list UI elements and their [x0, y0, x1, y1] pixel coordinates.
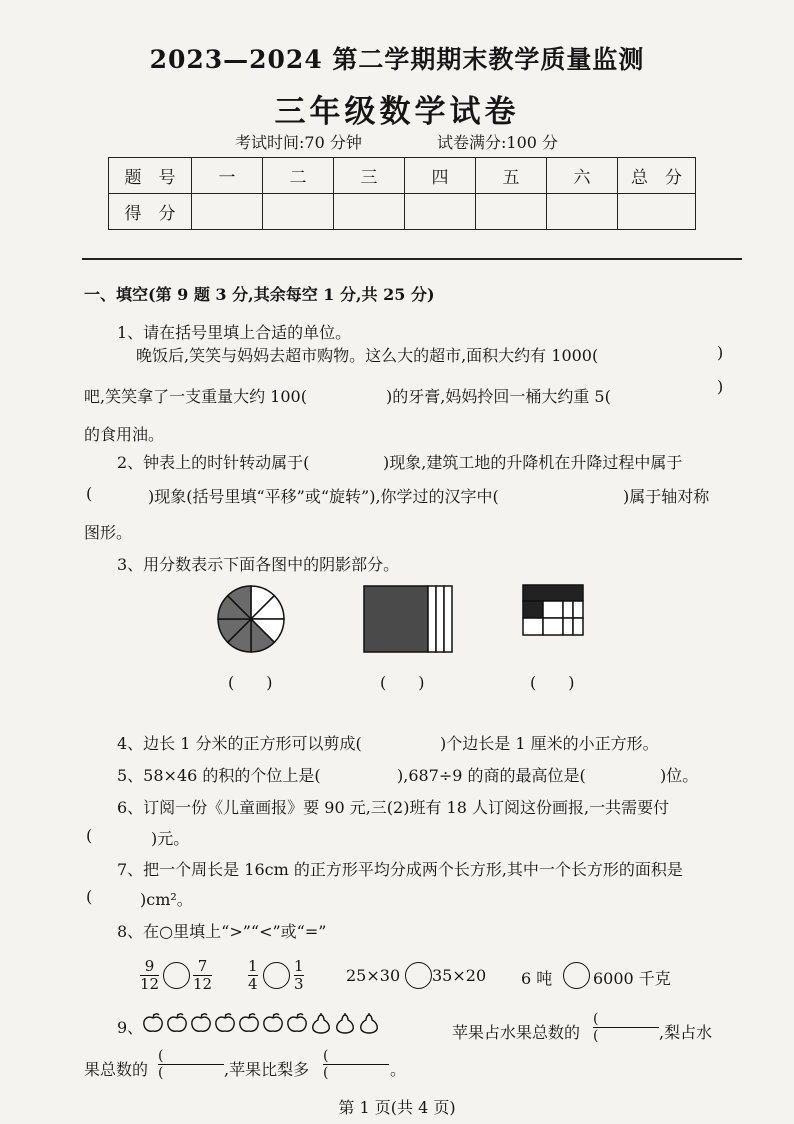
- q3-answer-2[interactable]: ( ): [380, 673, 425, 692]
- q6-text-end: )元。: [151, 829, 190, 848]
- q2-line3: 图形。: [84, 523, 133, 542]
- fraction-numerator: 1: [248, 957, 258, 975]
- apple-icon: [238, 1012, 260, 1034]
- fraction-denominator: 4: [248, 975, 258, 993]
- q2-line2-open: (: [86, 484, 93, 503]
- compare-circle[interactable]: [263, 962, 290, 989]
- q2-line2-end: )属于轴对称: [623, 487, 710, 506]
- compare-weight-left: 6 吨: [521, 969, 553, 988]
- fraction-numerator-blank: (: [593, 1011, 599, 1027]
- q7-text: 7、把一个周长是 16cm 的正方形平均分成两个长方形,其中一个长方形的面积是: [117, 860, 683, 879]
- fraction-1-4: [248, 958, 258, 993]
- q1-line3: 的食用油。: [84, 425, 165, 444]
- fraction-7-12: [193, 958, 212, 993]
- compare-circle[interactable]: [563, 962, 590, 989]
- q5-text-end: )位。: [660, 766, 699, 785]
- q9-answer-fraction-1[interactable]: [593, 1011, 659, 1044]
- fraction-bar: [158, 1064, 224, 1065]
- score-table-header-row: [109, 158, 696, 194]
- q5-text-mid: ),687÷9 的商的最高位是(: [397, 766, 586, 785]
- pear-icon: [334, 1012, 356, 1034]
- fraction-denominator: 12: [140, 975, 160, 993]
- q9-answer-fraction-2[interactable]: [158, 1048, 224, 1081]
- apple-icon: [142, 1012, 164, 1034]
- score-cell[interactable]: [476, 194, 547, 230]
- q7-text-end: )cm²。: [140, 890, 193, 909]
- score-header-cell: 六: [547, 158, 618, 194]
- header-divider: [82, 258, 742, 260]
- fraction-numerator: 9: [144, 957, 155, 975]
- q3-answer-1[interactable]: ( ): [228, 673, 273, 692]
- q7-paren-open: (: [86, 887, 93, 906]
- q4-text: 4、边长 1 分米的正方形可以剪成(: [117, 734, 362, 753]
- fraction-numerator: 7: [197, 957, 208, 975]
- fraction-numerator: 1: [294, 957, 304, 975]
- fraction-denominator-blank: (: [158, 1065, 164, 1081]
- q9-text-line2-mid: ,苹果比梨多: [224, 1060, 310, 1079]
- q5-text: 5、58×46 的积的个位上是(: [117, 766, 321, 785]
- score-header-cell: 四: [405, 158, 476, 194]
- full-score: 试卷满分:100 分: [437, 133, 559, 152]
- score-row-label: 得 分: [109, 194, 192, 230]
- apple-icon: [262, 1012, 284, 1034]
- fraction-denominator: 3: [294, 975, 304, 993]
- score-cell[interactable]: [263, 194, 334, 230]
- q2-line1-rest: )现象,建筑工地的升降机在升降过程中属于: [383, 453, 683, 472]
- score-cell[interactable]: [334, 194, 405, 230]
- fraction-9-12: [140, 958, 159, 993]
- compare-expr-right: 35×20: [432, 966, 487, 985]
- fraction-numerator-blank: (: [158, 1048, 164, 1064]
- exam-time: 考试时间:70 分钟: [235, 133, 362, 152]
- q6-paren-open: (: [86, 826, 93, 845]
- q3-grid-figure: [522, 584, 584, 636]
- fraction-1-3: [294, 958, 304, 993]
- exam-title: 2023—2024 第二学期期末教学质量监测: [149, 45, 645, 74]
- pear-icon: [310, 1012, 332, 1034]
- fraction-denominator-blank: (: [593, 1028, 599, 1044]
- fraction-denominator: 12: [193, 975, 213, 993]
- fraction-numerator-blank: (: [323, 1048, 329, 1064]
- q8-stem: 8、在○里填上“>”“<”或“=”: [117, 922, 327, 941]
- q3-pie-figure: [215, 583, 287, 655]
- score-table: [108, 157, 696, 230]
- fraction-bar: [323, 1064, 389, 1065]
- score-table-score-row: [109, 194, 696, 230]
- compare-circle[interactable]: [405, 962, 432, 989]
- q2-line2: )现象(括号里填“平移”或“旋转”),你学过的汉字中(: [148, 487, 499, 506]
- q1-line2: 吧,笑笑拿了一支重量大约 100(: [84, 387, 307, 406]
- score-cell[interactable]: [192, 194, 263, 230]
- q9-text-apple: 苹果占水果总数的: [452, 1023, 581, 1042]
- fraction-denominator-blank: (: [323, 1065, 329, 1081]
- score-cell[interactable]: [405, 194, 476, 230]
- score-header-cell: 三: [334, 158, 405, 194]
- exam-subtitle: 三年级数学试卷: [274, 94, 520, 130]
- compare-expr-left: 25×30: [346, 966, 401, 985]
- q9-answer-fraction-3[interactable]: [323, 1048, 389, 1081]
- q3-answer-3[interactable]: ( ): [530, 673, 575, 692]
- score-header-cell: 二: [263, 158, 334, 194]
- q1-line2-mid: )的牙膏,妈妈拎回一桶大约重 5(: [386, 387, 611, 406]
- q1-line1: 晚饭后,笑笑与妈妈去超市购物。这么大的超市,面积大约有 1000(: [136, 346, 599, 365]
- q1-paren: ): [717, 343, 724, 362]
- apple-icon: [190, 1012, 212, 1034]
- apple-icon: [286, 1012, 308, 1034]
- page-footer: 第 1 页(共 4 页): [338, 1098, 456, 1117]
- q9-text-pear: ,梨占水: [659, 1023, 713, 1042]
- section-heading: 一、填空(第 9 题 3 分,其余每空 1 分,共 25 分): [84, 285, 435, 304]
- q3-stem: 3、用分数表示下面各图中的阴影部分。: [117, 555, 400, 574]
- q9-number: 9、: [117, 1018, 144, 1037]
- apple-icon: [166, 1012, 188, 1034]
- apple-icon: [214, 1012, 236, 1034]
- fraction-bar: [593, 1027, 659, 1028]
- compare-weight-right: 6000 千克: [593, 969, 671, 988]
- q9-text-end: 。: [390, 1060, 407, 1079]
- q4-text-rest: )个边长是 1 厘米的小正方形。: [440, 734, 659, 753]
- q1-stem: 1、请在括号里填上合适的单位。: [117, 323, 352, 342]
- q3-rect-figure: [363, 585, 453, 653]
- compare-circle[interactable]: [163, 962, 190, 989]
- pear-icon: [358, 1012, 380, 1034]
- score-header-cell: 五: [476, 158, 547, 194]
- score-cell[interactable]: [618, 194, 696, 230]
- score-header-cell: 题 号: [109, 158, 192, 194]
- score-header-cell: 一: [192, 158, 263, 194]
- q9-text-line2: 果总数的: [84, 1060, 149, 1079]
- q2-line1: 2、钟表上的时针转动属于(: [117, 453, 310, 472]
- score-cell[interactable]: [547, 194, 618, 230]
- q1-paren: ): [717, 377, 724, 396]
- score-header-cell: 总 分: [618, 158, 696, 194]
- q6-text: 6、订阅一份《儿童画报》要 90 元,三(2)班有 18 人订阅这份画报,一共需要付: [117, 798, 670, 817]
